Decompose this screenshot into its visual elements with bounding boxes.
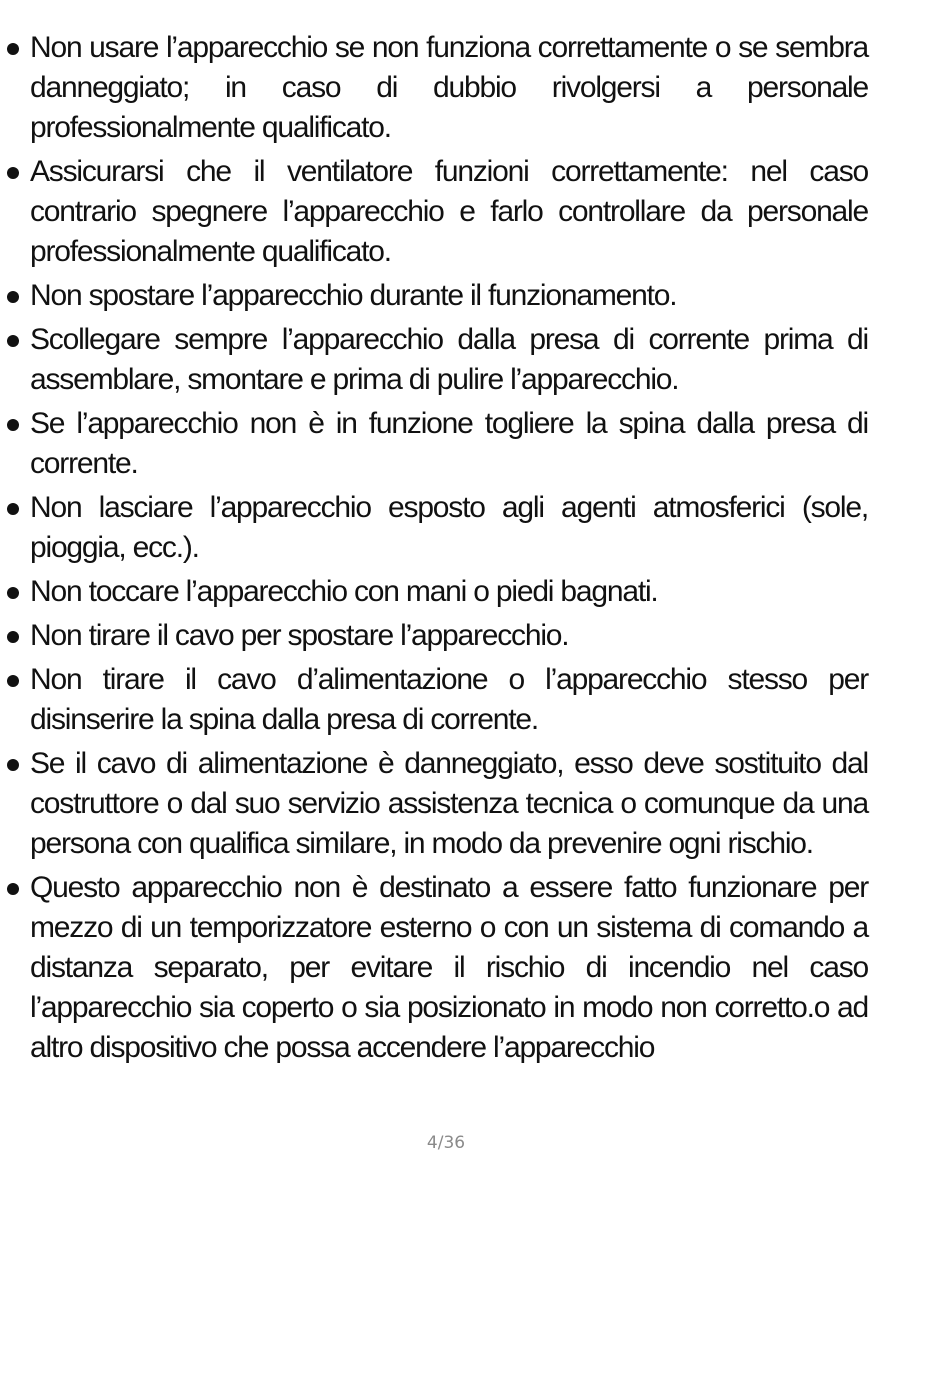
list-item <box>6 868 868 1068</box>
bullet-icon <box>7 503 19 515</box>
bullet-icon <box>7 883 19 895</box>
list-item-text: Non tirare il cavo d’alimentazione o l’apparecchio stesso per disinserire la spina dalla presa di corrente. <box>30 663 868 736</box>
list-item-text: Non tirare il cavo per spostare l’apparecchio. <box>30 619 569 652</box>
bullet-icon <box>7 167 19 179</box>
list-item <box>6 660 868 740</box>
bullet-icon <box>7 759 19 771</box>
list-item <box>6 152 868 272</box>
list-item-text: Non usare l’apparecchio se non funziona correttamente o se sembra danneggiato; in caso di dubbio rivolgersi a personale professionalmente qualificato. <box>30 31 868 144</box>
list-item-text: Se l’apparecchio non è in funzione togliere la spina dalla presa di corrente. <box>30 407 868 480</box>
list-item <box>6 28 868 148</box>
list-item <box>6 616 868 656</box>
list-item-text: Scollegare sempre l’apparecchio dalla presa di corrente prima di assemblare, smontare e prima di pulire l’apparecchio. <box>30 323 868 396</box>
list-item-text: Assicurarsi che il ventilatore funzioni correttamente: nel caso contrario spegnere l’apparecchio e farlo controllare da personale professionalmente qualificato. <box>30 155 868 268</box>
list-item <box>6 488 868 568</box>
bullet-icon <box>7 675 19 687</box>
list-item <box>6 276 868 316</box>
list-item-text: Questo apparecchio non è destinato a essere fatto funzionare per mezzo di un temporizzatore esterno o con un sistema di comando a distanza separato, per evitare il rischio di incendio nel caso l’apparecchio sia coperto o sia posizionato in modo non corretto.o ad altro dispositivo che possa accendere l’apparecchio <box>30 871 868 1064</box>
bullet-icon <box>7 419 19 431</box>
safety-warnings-list <box>6 28 868 1072</box>
list-item <box>6 744 868 864</box>
list-item-text: Non lasciare l’apparecchio esposto agli agenti atmosferici (sole, pioggia, ecc.). <box>30 491 868 564</box>
bullet-icon <box>7 335 19 347</box>
list-item <box>6 404 868 484</box>
list-item-text: Non spostare l’apparecchio durante il funzionamento. <box>30 279 677 312</box>
list-item-text: Se il cavo di alimentazione è danneggiato, esso deve sostituito dal costruttore o dal suo servizio assistenza tecnica o comunque da una persona con qualifica similare, in modo da prevenire ogni rischio. <box>30 747 868 860</box>
bullet-icon <box>7 587 19 599</box>
page-indicator: 4/36 <box>426 1133 466 1153</box>
bullet-icon <box>7 631 19 643</box>
list-item-text: Non toccare l’apparecchio con mani o piedi bagnati. <box>30 575 658 608</box>
list-item <box>6 572 868 612</box>
list-item <box>6 320 868 400</box>
bullet-icon <box>7 43 19 55</box>
bullet-icon <box>7 291 19 303</box>
